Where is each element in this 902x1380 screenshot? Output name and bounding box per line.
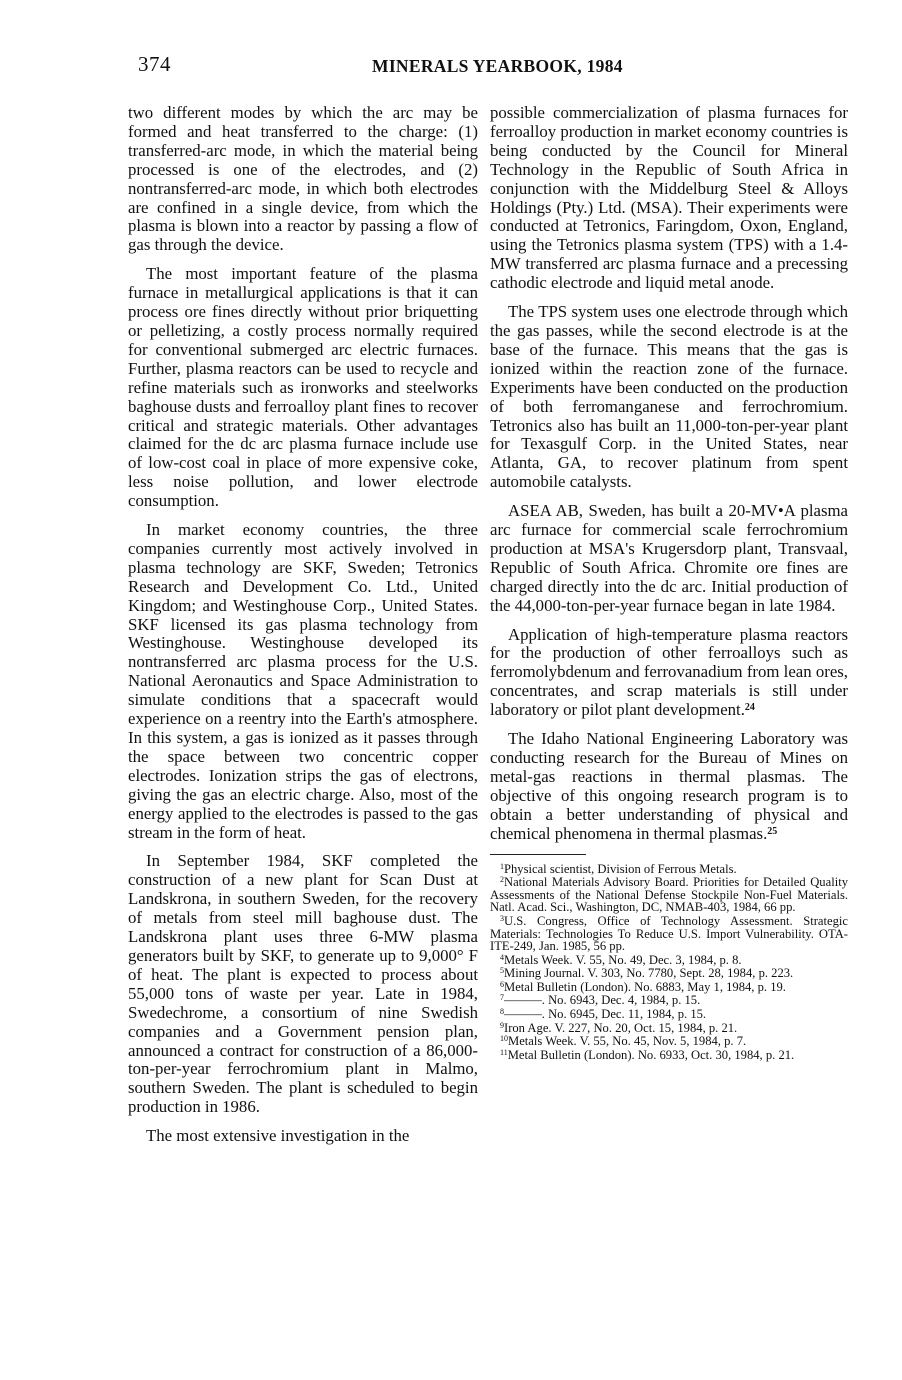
paragraph — [490, 730, 848, 843]
footnote-number: 7 — [500, 993, 504, 1003]
footnote-text: Iron Age. V. 227, No. 20, Oct. 15, 1984, p. 21. — [504, 1020, 738, 1035]
paragraph: The most important feature of the plasma furnace in metallurgical applications is that it can process ore fines directly without prior briquetting or pelletizing, a costly process normally required for conventional submerged arc electric furnaces. Further, plasma reactors can be used to recycle and refine materials such as ironworks and steelworks baghouse dusts and ferroalloy plant fines to recover critical and strategic materials. Other advantages claimed for the dc arc plasma furnace include use of low-cost coal in place of more expensive coke, less noise pollution, and lower electrode consumption. — [128, 264, 478, 511]
footnote-text: Physical scientist, Division of Ferrous Metals. — [504, 861, 737, 876]
footnote — [490, 1035, 848, 1048]
footnote-number: 10 — [500, 1034, 508, 1044]
paragraph: two different modes by which the arc may be formed and heat transferred to the charge: (1) transferred-arc mode, in which the material being processed is one of the electrodes, and (2) nontransferred-arc mode, in which both electrodes are confined in a single device, from which the plasma is blown into a reactor by passing a flow of gas through the device. — [128, 103, 478, 255]
footnote — [490, 1022, 848, 1035]
footnote — [490, 1049, 848, 1062]
footnote — [490, 863, 848, 876]
footnote — [490, 876, 848, 914]
paragraph-text: The Idaho National Engineering Laboratory was conducting research for the Bureau of Mines on metal-gas reactions in thermal plasmas. The objective of this ongoing research program is to obtain a better understanding of physical and chemical phenomena in thermal plasmas. — [490, 729, 848, 843]
paragraph: In market economy countries, the three companies currently most actively involved in plasma technology are SKF, Sweden; Tetronics Research and Development Co. Ltd., United Kingdom; and Westinghouse Corp., United States. SKF licensed its gas plasma technology from Westinghouse. Westinghouse developed its nontransferred arc plasma process for the U.S. National Aeronautics and Space Administration to simulate conditions that a spacecraft would experience on a reentry into the Earth's atmosphere. In this system, a gas is ionized as it passes through the space between two concentric copper electrodes. Ionization strips the gas of electrons, giving the gas an electric charge. Also, most of the energy applied to the electrodes is passed to the gas stream in the form of heat. — [128, 520, 478, 842]
footnote-number: 8 — [500, 1007, 504, 1017]
footnote — [490, 981, 848, 994]
footnote-text: U.S. Congress, Office of Technology Assessment. Strategic Materials: Technologies To Reduce U.S. Import Vulnerability. OTA-ITE-249, Jan. 1985, 56 pp. — [490, 913, 848, 954]
footnote — [490, 1008, 848, 1021]
footnote-text: National Materials Advisory Board. Priorities for Detailed Quality Assessments of the National Defense Stockpile Non-Fuel Materials. Natl. Acad. Sci., Washington, DC, NMAB-403, 1984, 66 pp. — [490, 875, 848, 915]
footnote-text: Metals Week. V. 55, No. 45, Nov. 5, 1984, p. 7. — [508, 1034, 747, 1049]
footnote-text: Mining Journal. V. 303, No. 7780, Sept. 28, 1984, p. 223. — [504, 966, 794, 981]
footnote-text: Metal Bulletin (London). No. 6883, May 1, 1984, p. 19. — [504, 979, 786, 994]
paragraph: The TPS system uses one electrode through which the gas passes, while the second electrode is at the base of the furnace. This means that the gas is ionized within the reaction zone of the furnace. Experiments have been conducted on the production of both ferromanganese and ferrochromium. Tetronics also has built an 11,000-ton-per-year plant for Texasgulf Corp. in the United States, near Atlanta, GA, to recover platinum from spent automobile catalysts. — [490, 302, 848, 492]
page-number: 374 — [138, 52, 171, 76]
footnote — [490, 954, 848, 967]
footnote-number: 5 — [500, 966, 504, 976]
footnote-number: 11 — [500, 1047, 508, 1057]
footnote-text: Metals Week. V. 55, No. 49, Dec. 3, 1984, p. 8. — [504, 952, 742, 967]
footnote-divider — [490, 854, 586, 855]
footnote-number: 1 — [500, 861, 504, 871]
footnote — [490, 967, 848, 980]
paragraph-text: Application of high-temperature plasma reactors for the production of other ferroalloys such as ferromolybdenum and ferrovanadium from lean ores, concentrates, and scrap materials is still under laboratory or pilot plant development. — [490, 624, 848, 720]
footnote-ref: 25 — [767, 825, 778, 837]
footnote-number: 6 — [500, 979, 504, 989]
paragraph: ASEA AB, Sweden, has built a 20-MV•A plasma arc furnace for commercial scale ferrochromium production at MSA's Krugersdorp plant, Transvaal, Republic of South Africa. Chromite ore fines are charged directly into the dc arc. Initial production of the 44,000-ton-per-year furnace began in late 1984. — [490, 501, 848, 615]
footnote-number: 3 — [500, 913, 504, 923]
footnote-number: 4 — [500, 952, 504, 962]
footnote-number: 2 — [500, 875, 504, 885]
left-column — [128, 104, 478, 1156]
running-head: MINERALS YEARBOOK, 1984 — [372, 56, 623, 76]
footnote-text: ———. No. 6945, Dec. 11, 1984, p. 15. — [504, 1007, 707, 1022]
footnote-number: 9 — [500, 1020, 504, 1030]
footnote — [490, 915, 848, 953]
footnote-ref: 24 — [744, 702, 755, 714]
footnote-text: Metal Bulletin (London). No. 6933, Oct. 30, 1984, p. 21. — [507, 1047, 795, 1062]
paragraph: The most extensive investigation in the — [146, 1126, 410, 1146]
footnote — [490, 994, 848, 1007]
paragraph: In September 1984, SKF completed the construction of a new plant for Scan Dust at Landskrona, in southern Sweden, for the recovery of metals from steel mill baghouse dust. The Landskrona plant uses three 6-MW plasma generators built by SKF, to generate up to 9,000° F of heat. The plant is expected to process about 55,000 tons of waste per year. Late in 1984, Swedechrome, a consortium of nine Swedish companies and a Government pension plan, announced a contract for construction of a 86,000-ton-per-year ferrochromium plant in Malmo, southern Sweden. The plant is scheduled to begin production in 1986. — [128, 851, 478, 1117]
right-column — [490, 104, 848, 1062]
paragraph: possible commercialization of plasma furnaces for ferroalloy production in market economy countries is being conducted by the Council for Mineral Technology in the Republic of South Africa in conjunction with the Middelburg Steel & Alloys Holdings (Pty.) Ltd. (MSA). Their experiments were conducted at Tetronics, Faringdom, Oxon, England, using the Tetronics plasma system (TPS) with a 1.4-MW transferred arc plasma furnace and a precessing cathodic electrode and liquid metal anode. — [490, 103, 848, 293]
footnotes — [490, 863, 848, 1062]
footnote-text: ———. No. 6943, Dec. 4, 1984, p. 15. — [504, 993, 701, 1008]
paragraph — [490, 626, 848, 721]
